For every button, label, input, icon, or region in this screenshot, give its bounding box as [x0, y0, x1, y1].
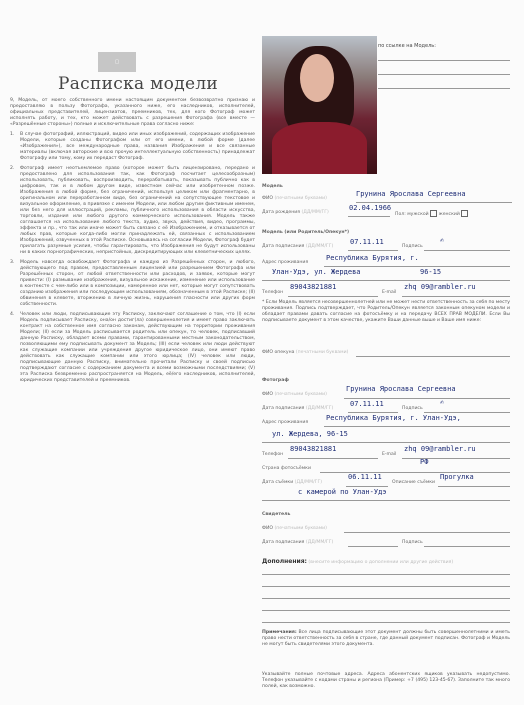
logo: ▢ — [98, 52, 136, 72]
photographer-section-header: Фотограф — [262, 378, 289, 383]
contact-instructions: Указывайте полные почтовые адреса. Адреса абонентских ящиков указывать недопустимо. Телефон указывайте с кодами страны и региона (Пример: +7 (495) 123-45-67). Заполните так много полей, как возможно. — [262, 672, 510, 689]
shoot-description-line1[interactable]: Прогулка — [440, 473, 474, 481]
guardian-address-line1[interactable]: Республика Бурятия, г. — [326, 254, 419, 262]
female-checkbox[interactable] — [461, 210, 468, 217]
photographer-address-line1[interactable]: Республика Бурятия, г. Улан-Удэ, — [326, 414, 461, 422]
additions-line[interactable] — [262, 586, 510, 587]
witness-date-field[interactable] — [348, 546, 398, 547]
guardian-fio-field[interactable] — [356, 356, 510, 357]
terms-item: 4. Человек или люди, подписывающие эту Расписку, заключают соглашение о том, что (I) если Модель подписывает Расписку, она/он достиг(ла) совершеннолетия и имеет право заключать контракт на собственное имя согласно законам, действующим на территории проживания Модели; (II) если за Модель расписывается родитель или опекун, то человек, подписавший данную Расписку, обладает всеми правами, гарантированными местным законодательством, позволяющими ему подписывать документ за Модель; (III) если человек или люди действуют как служащие компании или учреждения другое юридическое лицо, они имеют право действовать как служащие компании или этого юрлица; (IV) человек или люди, подписывающие данную Расписку, внимательно прочитали Расписку и своей подписью подтверждают согласие с содержанием документа и всеми возможными последствиями; (V) эта Расписка безвременно распространяется на Модель, её/его наследников, исполнителей, юридических представителей и преемников. — [10, 312, 255, 383]
photographer-phone-field[interactable]: 89043821881 — [290, 445, 337, 453]
terms-item: 3. Модель навсегда освобождает Фотографа и каждую из Разрешённых сторон, и любого, действующего под правом, предоставленным лицензией или разрешением Фотографа или Разрешённых сторон, от любой ответственности или расходов, и заявок, которые могут привести: (I) размывание изображения, визуальное искажение, изменение или использование в контексте с чем-либо или в композиции, намеренное или нет, которые могут сопутствовать созданию изображения или последующим использованиям, обозначенным в этой Расписке; (II) обвинения в клевете, вторжению в личную жизнь, нарушения гласности или других форм собственности. — [10, 260, 255, 307]
model-fio-field[interactable]: Грунина Ярослава Сергеевна — [356, 190, 466, 198]
additions-line[interactable] — [262, 622, 510, 623]
guardian-signature[interactable]: ✍ — [440, 236, 445, 244]
additions-label: Дополнения: — [262, 558, 307, 565]
terms-item: 2. Фотограф имеет неотъемлемое право (которое может быть лицензировано, передано и предоставлено для использования так, как Фотограф посчитает целесообразным) использовать, публиковать, воспроизводить, перерабатывать, показывать публично как в цифровом, так и в любом другом виде, известном сейчас или изобретенном позже. Изображения в любой форме, без ограничений, используя целиком или фрагментарно, в оригинальном или переработанном виде, без ограничений на сопутствующее текстовое и визуальное оформление, в привязке с именем Модели, или любом другим фиктивным именем, или без него для иллюстраций, рекламы, публичного использования в области искусства, торговли, издания или любого другого коммерческого использования. Модель также соглашается на использование любого текста, аудио, звука, действия, видео, программы, эффекта и пр., что так или иначе может быть связано с её Изображением, и отказывается от любых прав, которые когда-либо могли принадлежать ей, связанных с использованием Изображений, озвученных в этой Расписке. Основываясь на согласии Модели, Фотограф будет прилагать разумные усилия, чтобы гарантировать, что Изображения не будут использованы ни в каких порнографических, непристойных, дискредитирующих или клеветнических целях. — [10, 166, 255, 255]
shoot-country-field[interactable]: РФ — [420, 458, 429, 466]
photographer-email-field[interactable]: zhq 09@rambler.ru — [404, 445, 476, 453]
shoot-description-line2[interactable]: с камерой по Улан-Удэ — [298, 488, 387, 496]
terms-item: 1. В случае фотографий, иллюстраций, видео или иных изображений, содержащих изображение Модели, которые созданы Фотографом или от его имени, в любой форме (далее «Изображения»), все международные права, названия Изображения и все связанные материалы (включая авторские и всю прочую интеллектуальную собственность) принадлежат Фотографу или тому, кому их передаст Фотограф. — [10, 132, 255, 161]
release-form-page: ▢ Расписка модели по ссылке на Модель: 9, Модель, от моего собственного имени настоящим документом безвозвратно признаю и предоставляю в пользу Фотографа, указанного ниже, его наследников, исполнителей, официальных представителей, лицензиатов, преемников, тех, для кого Фотограф может исполнять работу, и тех, кто может действовать с разрешения Фотографа (все вместе — «Разрешённые стороны») полные и исключительные права согласно ниже: 1. В случае фотографий, иллюстраций, видео или иных изображений, содержащих изображение Модели, которые созданы Фотографом или от его имени, в любой форме (далее «Изображения»), все международные права, названия Изображения и все связанные материалы (включая авторские и всю прочую интеллектуальную собственность) принадлежат Фотографу или тому, кому их передаст Фотограф. 2. Фотограф имеет неотъемлемое право (которое может быть лицензировано, передано и предоставлено для использования так, как Фотограф посчитает целесообразным) использовать, публиковать, воспроизводить, перерабатывать, показывать публично как в цифровом, так и в любом другом виде, известном сейчас или изобретенном позже. Изображения в любой форме, без ограничений, используя целиком или фрагментарно, в оригинальном или переработанном виде, без ограничений на сопутствующее текстовое и визуальное оформление, в привязке с именем Модели, или любом другим фиктивным именем, или без него для иллюстраций, рекламы, публичного использования в области искусства, торговли, издания или любого другого коммерческого использования. Модель также соглашается на использование любого текста, аудио, звука, действия, видео, программы, эффекта и пр., что так или иначе может быть связано с её Изображением, и отказывается от любых прав, которые когда-либо могли принадлежать ей, связанных с использованием Изображений, озвученных в этой Расписке. Основываясь на согласии Модели, Фотограф будет прилагать разумные усилия, чтобы гарантировать, что Изображения не будут использованы ни в каких порнографических, непристойных, дискредитирующих или клеветнических целях. 3. Модель навсегда освобождает Фотографа и каждую из Разрешённых сторон, и любого, действующего под правом, предоставленным лицензией или разрешением Фотографа или Разрешённых сторон, от любой ответственности или расходов, и заявок, которые могут привести: (I) размывание изображения, визуальное искажение, изменение или использование в контексте с чем-либо или в композиции, намеренное или нет, которые могут сопутствовать созданию изображения или последующим использованиям, обозначенным в этой Расписке; (II) обвинения в клевете, вторжению в личную жизнь, нарушения гласности или других форм собственности. 4. Человек или люди, подписывающие эту Расписку, заключают соглашение о том, что (I) если Модель подписывает Расписку, она/он достиг(ла) совершеннолетия и имеет право заключать контракт на собственное имя согласно законам, действующим на территории проживания Модели; (II) если за Модель расписывается родитель или опекун, то человек, подписавший данную Расписку, обладает всеми правами, гарантированными местным законодательством, позволяющими ему подписывать документ за Модель; (III) если человек или люди действуют как служащие компании или учреждения другое юридическое лицо, они имеют право действовать как служащие компании или этого юрлица; (IV) человек или люди, подписывающие данную Расписку, внимательно прочитали Расписку и своей подписью подтверждают согласие с содержанием документа и всеми возможными последствиями; (V) эта Расписка безвременно распространяется на Модель, её/его наследников, исполнителей, юридических представителей и преемников. Модель ФИО (печатными буквами) Грунина Ярослава Сергеевна Дата рождения (ДД/ММ/ГГ) 02.04.1966 Пол: мужской женский Модель (или Родитель/Опекун*) Дата подписания (ДД/ММ/ГГ) 07.11.11 Подпись ✍ Адрес проживания Республика Бурятия, г. Улан-Удэ, ул. Жердева 96-15 Телефон 89043821881 E-mail zhq 09@rambler.ru * Если Модель является несовершеннолетней или не может нести ответственность за себя по месту проживания. Подпись подтверждает, что Родитель/Опекун является законным опекуном модели и обладает правами давать согласие на фотосъёмку и на передачу ВСЕХ ПРАВ МОДЕЛИ. Если Вы подписываете документ в этом качестве, укажите Ваши данные выше и Ваше имя ниже: ФИО опекуна (печатными буквами) Фотограф ФИО (печатными буквами) Грунина Ярослава Сергеевна Дата подписания (ДД/ММ/ГГ) 07.11.11 Подпись ✍ Адрес проживания Республика Бурятия, г. Улан-Удэ, ул. Жердева, 96-15 Телефон 89043821881 E-mail zhq 09@rambler.ru Страна фотосъёмки РФ Дата съёмки (ДД/ММ/ГГ) 06.11.11 Описание съёмки Прогулка с камерой по Улан-Удэ Свидетель ФИО (печатными буквами) Дата подписания (ДД/ММ/ГГ) Подпись Дополнения: (внесите информацию о дополнении или другие действия) Примечания: Все лица подписывающие этот документ должны быть совершеннолетними и иметь право нести ответственность за себя в стране, где данный документ подписан. Фотограф и Модель не могут быть свидетелями этого документа. Указывайте полные почтовые адреса. Адреса абонентских ящиков указывать недопустимо. Телефон указывайте с кодами страны и региона (Пример: +7 (495) 123-45-67). Заполните так много полей, как возможно. — [0, 0, 524, 705]
additions-line[interactable] — [262, 574, 510, 575]
guardian-phone-field[interactable]: 89043821881 — [290, 283, 337, 291]
terms-column — [10, 98, 255, 388]
consent-link-label: по ссылке на Модель: — [378, 43, 436, 49]
shoot-date-field[interactable]: 06.11.11 — [348, 473, 382, 481]
guardian-email-field[interactable]: zhq 09@rambler.ru — [404, 283, 476, 291]
remarks: Примечания: Все лица подписывающие этот документ должны быть совершеннолетними и иметь право нести ответственность за себя в стране, где данный документ подписан. Фотограф и Модель не могут быть свидетелями этого документа. — [262, 630, 510, 647]
model-dob-field[interactable]: 02.04.1966 — [349, 204, 392, 212]
photographer-signature[interactable]: ✍ — [440, 398, 445, 406]
additions-line[interactable] — [262, 598, 510, 599]
additions-line[interactable] — [262, 610, 510, 611]
guardian-address-line2[interactable]: Улан-Удэ, ул. Жердева — [272, 268, 361, 276]
guardian-date-field[interactable]: 07.11.11 — [350, 238, 384, 246]
page-title: Расписка модели — [58, 74, 219, 94]
witness-fio-field[interactable] — [344, 532, 510, 533]
photographer-date-field[interactable]: 07.11.11 — [350, 400, 384, 408]
model-section-header: Модель — [262, 184, 283, 189]
guardian-note: * Если Модель является несовершеннолетней или не может нести ответственность за себя по месту проживания. Подпись подтверждает, что Родитель/Опекун является законным опекуном модели и обладает правами давать согласие на фотосъёмку и на передачу ВСЕХ ПРАВ МОДЕЛИ. Если Вы подписываете документ в этом качестве, укажите Ваши данные выше и Ваше имя ниже: — [262, 300, 510, 323]
terms-intro: 9, Модель, от моего собственного имени настоящим документом безвозвратно признаю и предоставляю в пользу Фотографа, указанного ниже, его наследников, исполнителей, официальных представителей, лицензиатов, преемников, тех, для кого Фотограф может исполнять работу, и тех, кто может действовать с разрешения Фотографа (все вместе — «Разрешённые стороны») полные и исключительные права согласно ниже: — [10, 98, 255, 127]
photographer-address-line2[interactable]: ул. Жердева, 96-15 — [272, 430, 348, 438]
model-photo — [262, 36, 377, 174]
male-checkbox[interactable] — [430, 210, 437, 217]
photographer-fio-field[interactable]: Грунина Ярослава Сергеевна — [346, 385, 456, 393]
guardian-address-line3[interactable]: 96-15 — [420, 268, 442, 276]
witness-signature-field[interactable] — [424, 546, 510, 547]
guardian-section-header: Модель (или Родитель/Опекун*) — [262, 230, 350, 235]
witness-section-header: Свидетель — [262, 512, 291, 517]
